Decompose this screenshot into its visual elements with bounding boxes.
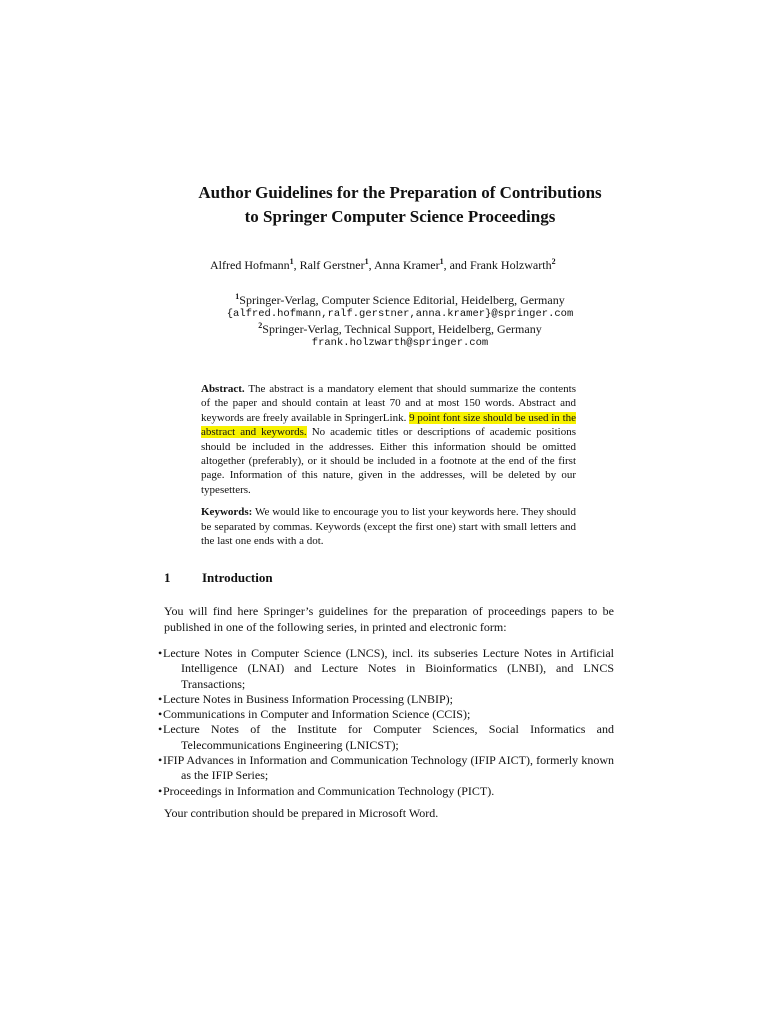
author-affiliation-mark: 1 xyxy=(439,257,444,266)
closing-sentence: Your contribution should be prepared in Microsoft Word. xyxy=(164,806,439,820)
bullet-icon: • xyxy=(158,783,163,798)
list-item xyxy=(158,784,614,799)
list-item-text: Communications in Computer and Information Science (CCIS); xyxy=(163,707,471,722)
list-item xyxy=(158,753,614,784)
author-name: Frank Holzwarth xyxy=(469,258,552,272)
paper-title xyxy=(150,181,650,229)
abstract-block xyxy=(201,382,576,548)
keywords-label: Keywords: xyxy=(201,506,253,519)
affiliation-mark: 2 xyxy=(258,321,263,330)
affiliation-text: Springer-Verlag, Computer Science Editorial, Heidelberg, Germany xyxy=(239,293,565,307)
author-affiliation-mark: 1 xyxy=(289,257,294,266)
list-item-text: Lecture Notes in Computer Science (LNCS), incl. its subseries Lecture Notes in Artificial Intelligence (LNAI) and Lecture Notes in Bioinformatics (LNBI), and LNCS Transactions; xyxy=(163,646,614,691)
affiliation-emails: {alfred.hofmann,ralf.gerstner,anna.kramer}@springer.com xyxy=(226,308,574,320)
bullet-icon: • xyxy=(158,707,163,722)
list-item xyxy=(158,692,614,707)
intro-paragraph-block xyxy=(164,604,614,635)
list-item-text: Lecture Notes in Business Information Processing (LNBIP); xyxy=(163,691,453,706)
intro-paragraph: You will find here Springer’s guidelines for the preparation of proceedings papers to be published in one of the following series, in printed and electronic form: xyxy=(164,604,614,634)
list-item xyxy=(158,646,614,692)
abstract-label: Abstract. xyxy=(201,383,245,395)
section-number: 1 xyxy=(164,570,171,585)
affiliation-1 xyxy=(150,290,650,321)
author-separator: , xyxy=(293,258,300,272)
title-line-2: to Springer Computer Science Proceedings xyxy=(244,207,556,226)
affiliation-2 xyxy=(150,319,650,350)
author-separator: , and xyxy=(443,258,470,272)
section-heading xyxy=(164,570,273,586)
title-line-1: Author Guidelines for the Preparation of Contributions xyxy=(198,183,602,202)
author-name: Alfred Hofmann xyxy=(210,258,290,272)
abstract-paragraph xyxy=(201,382,576,497)
author-name: Ralf Gerstner xyxy=(299,258,365,272)
list-item-text: Proceedings in Information and Communication Technology (PICT). xyxy=(163,783,495,798)
affiliation-mark: 1 xyxy=(235,292,240,301)
author-name: Anna Kramer xyxy=(373,258,440,272)
abstract-text: The abstract is a mandatory element that should summarize the contents of the paper and should contain at least 70 and at most 150 words. Abstract and keywords are freely available in SpringerLink. xyxy=(201,383,576,424)
list-item-text: IFIP Advances in Information and Communication Technology (IFIP AICT), formerly known as the IFIP Series; xyxy=(163,753,614,783)
section-title: Introduction xyxy=(202,570,273,585)
author-separator: , xyxy=(368,258,374,272)
abstract-text-continued: No academic titles or descriptions of academic positions should be included in the addresses. Either this information should be omitted altogether (preferably), or it should be included in a footnote at the end of the first page. Information of this nature, given in the addresses, will be deleted by our typesetters. xyxy=(201,426,577,496)
bullet-icon: • xyxy=(158,753,163,768)
bullet-icon: • xyxy=(158,691,163,706)
author-list xyxy=(210,253,556,274)
list-item xyxy=(158,707,614,722)
keywords-text: We would like to encourage you to list your keywords here. They should be separated by commas. Keywords (except the first one) start with small letters and the last one ends with a dot. xyxy=(201,506,576,548)
author-affiliation-mark: 2 xyxy=(551,257,556,266)
affiliation-emails: frank.holzwarth@springer.com xyxy=(311,337,489,349)
list-item-text: Lecture Notes of the Institute for Computer Sciences, Social Informatics and Telecommunications Engineering (LNICST); xyxy=(163,722,614,752)
bullet-icon: • xyxy=(158,722,163,737)
affiliation-text: Springer-Verlag, Technical Support, Heidelberg, Germany xyxy=(262,322,542,336)
series-list xyxy=(158,646,614,799)
list-item xyxy=(158,722,614,753)
keywords-paragraph xyxy=(201,505,576,548)
bullet-icon: • xyxy=(158,646,163,660)
author-affiliation-mark: 1 xyxy=(364,257,369,266)
abstract-highlight: 9 point font size should be used in the abstract and keywords. xyxy=(201,411,577,439)
